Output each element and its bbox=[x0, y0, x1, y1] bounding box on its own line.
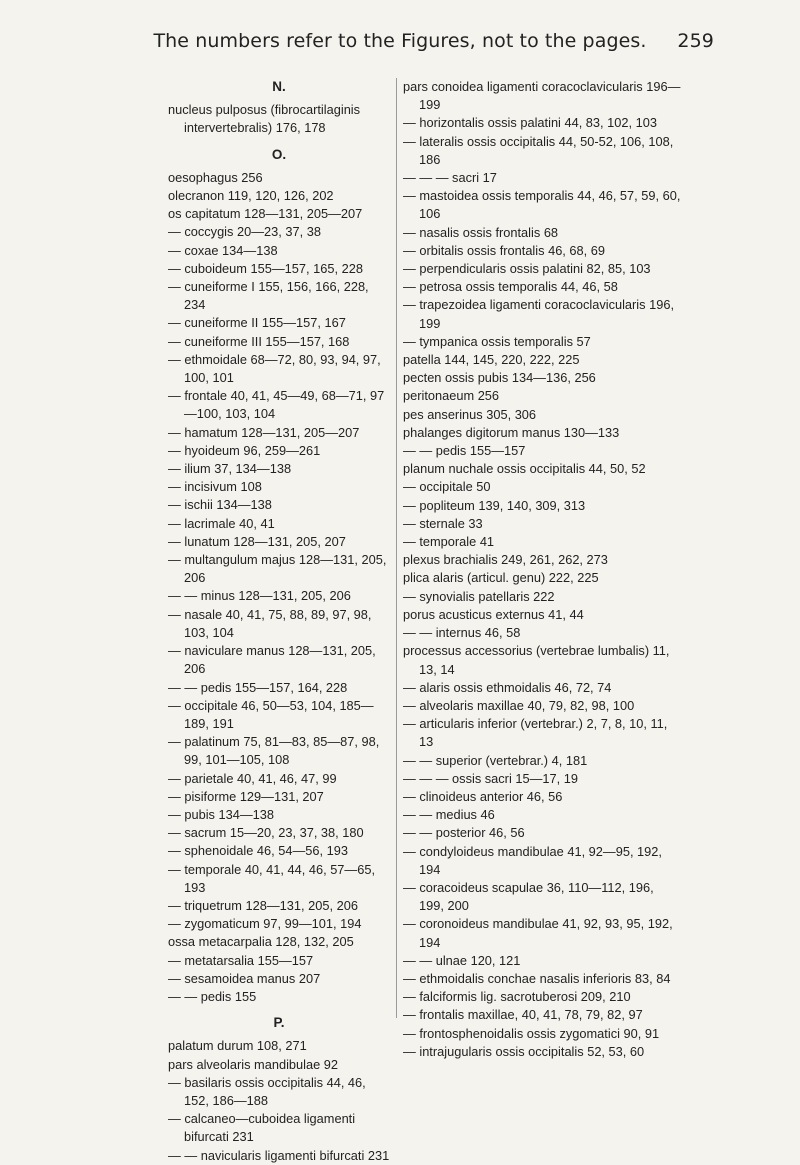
index-entry: — lunatum 128—131, 205, 207 bbox=[168, 533, 346, 549]
index-entry: — lacrimale 40, 41 bbox=[168, 515, 275, 531]
index-entry: — horizontalis ossis palatini 44, 83, 102, 103 bbox=[403, 115, 657, 131]
index-entry: — — internus 46, 58 bbox=[403, 625, 521, 641]
index-entry: — petrosa ossis temporalis 44, 46, 58 bbox=[403, 279, 618, 295]
index-entry: — — pedis 155 bbox=[168, 988, 257, 1004]
index-entry: plica alaris (articul. genu) 222, 225 bbox=[403, 570, 599, 586]
index-entry: — temporale 41 bbox=[403, 534, 495, 550]
running-head-title: The numbers refer to the Figures, not to the pages. bbox=[153, 30, 647, 52]
index-entry: — — navicularis ligamenti bifurcati 231 bbox=[168, 1147, 390, 1163]
index-entry: — orbitalis ossis frontalis 46, 68, 69 bbox=[403, 242, 606, 258]
index-entry: — frontosphenoidalis ossis zygomatici 90, 91 bbox=[403, 1025, 660, 1041]
index-entry: peritonaeum 256 bbox=[403, 388, 500, 404]
index-entry: pes anserinus 305, 306 bbox=[403, 406, 537, 422]
index-entry: — nasalis ossis frontalis 68 bbox=[403, 224, 559, 240]
page-number: 259 bbox=[677, 30, 714, 52]
index-entry: — articularis inferior (vertebrar.) 2, 7, 8, 10, 11, 13 bbox=[403, 716, 668, 750]
index-entry: patella 144, 145, 220, 222, 225 bbox=[403, 352, 580, 368]
index-entry: — pubis 134—138 bbox=[168, 806, 274, 822]
index-entry: planum nuchale ossis occipitalis 44, 50, 52 bbox=[403, 461, 646, 477]
index-entry: — hamatum 128—131, 205—207 bbox=[168, 424, 360, 440]
index-entry: pars conoidea ligamenti coracoclavicularis 196—199 bbox=[403, 79, 681, 113]
index-entry: os capitatum 128—131, 205—207 bbox=[168, 206, 363, 222]
index-entry: — ischii 134—138 bbox=[168, 497, 272, 513]
index-entry: ossa metacarpalia 128, 132, 205 bbox=[168, 934, 354, 950]
index-entry: — ethmoidale 68—72, 80, 93, 94, 97, 100, 101 bbox=[168, 351, 381, 386]
index-entry: — clinoideus anterior 46, 56 bbox=[403, 788, 563, 804]
index-entry: — triquetrum 128—131, 205, 206 bbox=[168, 897, 358, 913]
index-entry: — sternale 33 bbox=[403, 515, 483, 531]
index-entry: — — ulnae 120, 121 bbox=[403, 952, 521, 968]
index-entry: — — medius 46 bbox=[403, 807, 495, 823]
index-entry: — sphenoidale 46, 54—56, 193 bbox=[168, 843, 348, 859]
index-entry: — occipitale 50 bbox=[403, 479, 491, 495]
index-entry: — perpendicularis ossis palatini 82, 85, 103 bbox=[403, 261, 651, 277]
index-entry: — synovialis patellaris 222 bbox=[403, 588, 555, 604]
index-entry: — — — ossis sacri 15—17, 19 bbox=[403, 770, 578, 786]
index-entry: olecranon 119, 120, 126, 202 bbox=[168, 188, 334, 204]
index-entry: — ilium 37, 134—138 bbox=[168, 461, 292, 477]
index-entry: pars alveolaris mandibulae 92 bbox=[168, 1056, 339, 1072]
index-entry: — hyoideum 96, 259—261 bbox=[168, 442, 321, 458]
index-entry: phalanges digitorum manus 130—133 bbox=[403, 424, 620, 440]
index-entry: — parietale 40, 41, 46, 47, 99 bbox=[168, 770, 337, 786]
index-entry: — alaris ossis ethmoidalis 46, 72, 74 bbox=[403, 679, 612, 695]
index-entry: — popliteum 139, 140, 309, 313 bbox=[403, 497, 586, 513]
index-entry: — multangulum majus 128—131, 205, 206 bbox=[168, 552, 387, 586]
index-entry: — tympanica ossis temporalis 57 bbox=[403, 333, 591, 349]
letter-heading: O. bbox=[271, 146, 287, 162]
index-entry: — naviculare manus 128—131, 205, 206 bbox=[168, 643, 376, 677]
index-entry: — condyloideus mandibulae 41, 92—95, 192, 194 bbox=[403, 843, 662, 877]
letter-heading: N. bbox=[272, 79, 286, 94]
index-entry: — alveolaris maxillae 40, 79, 82, 98, 100 bbox=[403, 697, 635, 713]
column-divider bbox=[396, 78, 397, 1018]
index-entry: nucleus pulposus (fibrocartilaginis intervertebralis) 176, 178 bbox=[168, 102, 361, 136]
index-entry: — coxae 134—138 bbox=[168, 242, 278, 258]
index-entry: — zygomaticum 97, 99—101, 194 bbox=[168, 916, 362, 932]
index-entry: — nasale 40, 41, 75, 88, 89, 97, 98, 103, 104 bbox=[168, 606, 372, 640]
index-entry: — cuneiforme III 155—157, 168 bbox=[168, 333, 350, 349]
index-entry: — sacrum 15—20, 23, 37, 38, 180 bbox=[168, 825, 364, 841]
index-entry: — falciformis lig. sacrotuberosi 209, 210 bbox=[403, 989, 631, 1005]
index-entry: — — posterior 46, 56 bbox=[403, 825, 525, 841]
index-column-left bbox=[168, 78, 390, 1165]
index-column-right bbox=[403, 78, 681, 1061]
index-entry: — — — sacri 17 bbox=[403, 170, 497, 186]
index-entry: oesophagus 256 bbox=[168, 169, 263, 185]
index-entry: — basilaris ossis occipitalis 44, 46, 152, 186—188 bbox=[168, 1074, 366, 1108]
letter-heading: P. bbox=[273, 1015, 285, 1031]
index-entry: — — minus 128—131, 205, 206 bbox=[168, 588, 351, 604]
index-entry: palatum durum 108, 271 bbox=[168, 1038, 307, 1054]
index-entry: — pisiforme 129—131, 207 bbox=[168, 788, 324, 804]
index-entry: — temporale 40, 41, 44, 46, 57—65, 193 bbox=[168, 861, 376, 895]
index-entry: — palatinum 75, 81—83, 85—87, 98, 99, 101—105, 108 bbox=[168, 734, 380, 768]
index-entry: porus acusticus externus 41, 44 bbox=[403, 606, 584, 622]
index-entry: — — pedis 155—157, 164, 228 bbox=[168, 679, 348, 695]
index-entry: pecten ossis pubis 134—136, 256 bbox=[403, 370, 596, 386]
index-entry: — cuneiforme I 155, 156, 166, 228, 234 bbox=[168, 279, 369, 313]
index-entry: — frontalis maxillae, 40, 41, 78, 79, 82, 97 bbox=[403, 1007, 643, 1023]
index-entry: — lateralis ossis occipitalis 44, 50-52, 106, 108, 186 bbox=[403, 133, 674, 167]
index-entry: — incisivum 108 bbox=[168, 479, 262, 495]
index-entry: — cuneiforme II 155—157, 167 bbox=[168, 315, 346, 331]
index-entry: — sesamoidea manus 207 bbox=[168, 970, 321, 986]
index-entry: — metatarsalia 155—157 bbox=[168, 952, 314, 968]
index-entry: — frontale 40, 41, 45—49, 68—71, 97—100, 103, 104 bbox=[168, 388, 385, 422]
index-entry: — cuboideum 155—157, 165, 228 bbox=[168, 260, 363, 276]
index-entry: — mastoidea ossis temporalis 44, 46, 57, 59, 60, 106 bbox=[403, 188, 681, 222]
index-entry: — — superior (vertebrar.) 4, 181 bbox=[403, 752, 588, 768]
index-entry: processus accessorius (vertebrae lumbalis) 11, 13, 14 bbox=[403, 643, 670, 677]
index-entry: — intrajugularis ossis occipitalis 52, 53, 60 bbox=[403, 1043, 645, 1059]
index-entry: — occipitale 46, 50—53, 104, 185—189, 191 bbox=[168, 697, 374, 731]
index-entry: — coronoideus mandibulae 41, 92, 93, 95, 192, 194 bbox=[403, 916, 673, 950]
index-entry: — calcaneo—cuboidea ligamenti bifurcati 231 bbox=[168, 1111, 356, 1145]
index-entry: — — pedis 155—157 bbox=[403, 443, 526, 459]
index-entry: — coccygis 20—23, 37, 38 bbox=[168, 224, 321, 240]
index-entry: — ethmoidalis conchae nasalis inferioris 83, 84 bbox=[403, 970, 671, 986]
index-entry: — trapezoidea ligamenti coracoclavicularis 196, 199 bbox=[403, 297, 675, 331]
index-entry: plexus brachialis 249, 261, 262, 273 bbox=[403, 552, 608, 568]
index-entry: — coracoideus scapulae 36, 110—112, 196, 199, 200 bbox=[403, 879, 654, 914]
